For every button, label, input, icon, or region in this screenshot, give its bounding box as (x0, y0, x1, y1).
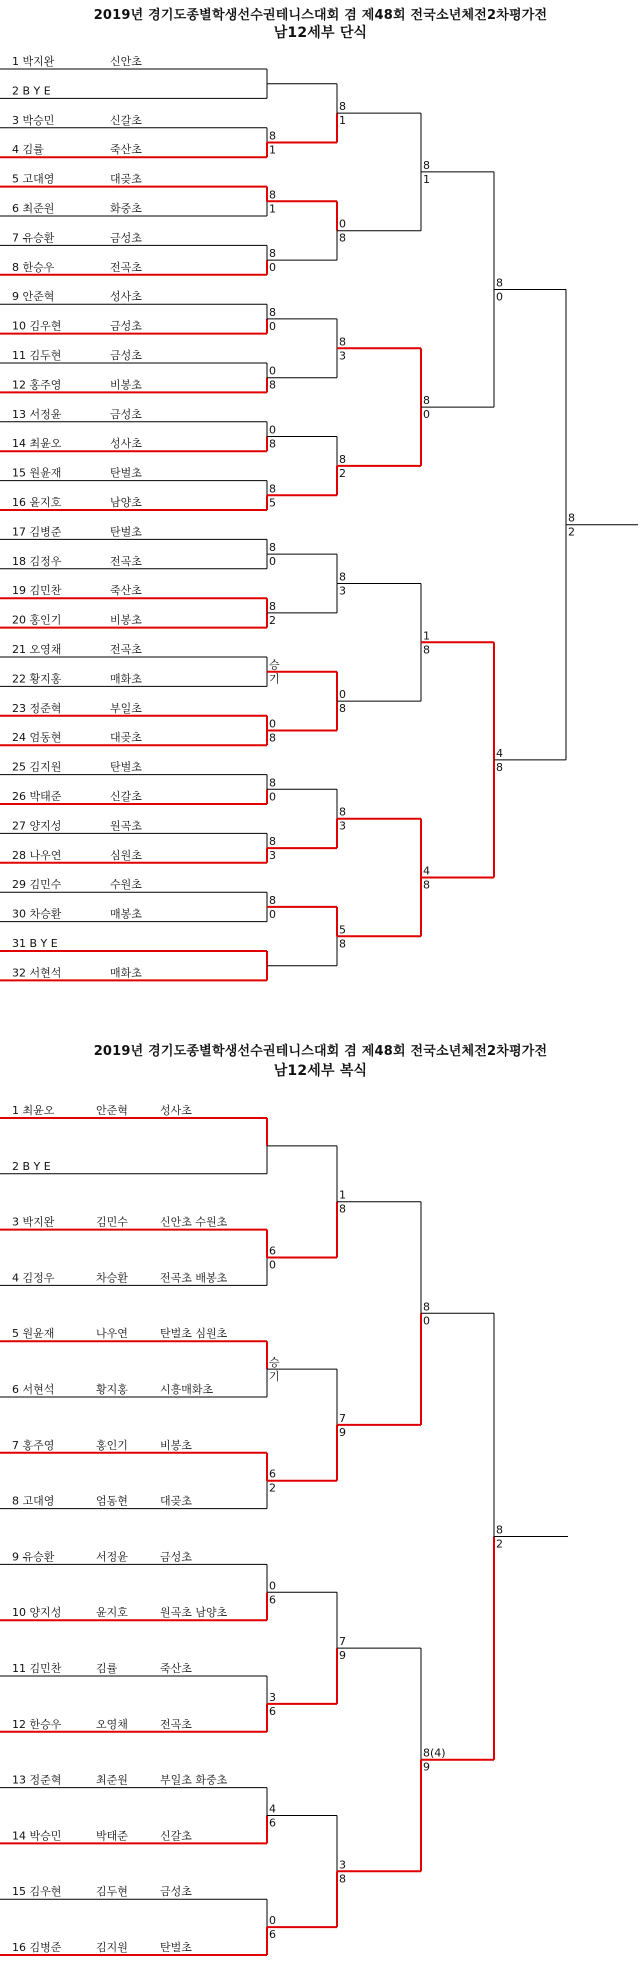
match-score: 8 (339, 805, 346, 819)
player-school: 부일초 (110, 701, 142, 715)
match-score: 3 (269, 849, 276, 863)
match-score: 8 (269, 129, 276, 143)
match-score: 9 (339, 1425, 346, 1439)
player-school: 전곡초 (110, 554, 142, 568)
team-school: 전곡초 (160, 1717, 192, 1731)
match-score: 2 (339, 466, 346, 480)
match-score: 0 (269, 1914, 276, 1928)
player-school: 성사초 (110, 437, 142, 451)
match-score: 3 (339, 349, 346, 363)
team-school: 부일초 화중초 (160, 1773, 228, 1787)
match-score: 1 (339, 1188, 346, 1202)
player-name: 26 박태준 (12, 790, 62, 803)
player-school: 비봉초 (110, 613, 142, 627)
team-school: 신안초 수원초 (160, 1215, 228, 1229)
team-school: 시흥매화초 (160, 1383, 214, 1396)
match-score: 0 (269, 555, 276, 569)
match-score: 8 (339, 452, 346, 466)
team-player-2: 엄동현 (96, 1494, 128, 1508)
player-name: 9 안준혁 (12, 290, 55, 304)
player-school: 신갈초 (110, 790, 142, 803)
match-score: 5 (339, 923, 346, 937)
player-school: 금성초 (110, 319, 142, 333)
player-name: 21 오영채 (12, 643, 62, 656)
match-score: 2 (269, 613, 276, 627)
team-player-1: 5 원윤재 (12, 1327, 55, 1341)
match-score: 6 (269, 1244, 276, 1258)
team-player-1: 16 김병준 (12, 1941, 62, 1954)
match-score: 3 (339, 584, 346, 598)
player-school: 전곡초 (110, 260, 142, 274)
match-score: 0 (269, 319, 276, 333)
player-name: 2 B Y E (12, 84, 51, 98)
match-score: 8 (339, 937, 346, 951)
player-school: 매봉초 (110, 907, 142, 921)
match-score: 0 (269, 790, 276, 804)
singles-title: 2019년 경기도종별학생선수권테니스대회 겸 제48회 전국소년체전2차평가전 (93, 8, 548, 23)
match-score: 8 (339, 100, 346, 114)
player-school: 금성초 (110, 349, 142, 362)
team-player-1: 8 고대영 (12, 1494, 55, 1508)
player-name: 20 홍인기 (12, 613, 62, 627)
match-score: 8 (269, 893, 276, 907)
team-player-2: 김지원 (96, 1941, 128, 1954)
match-score: 8 (339, 1872, 346, 1886)
player-school: 매화초 (110, 966, 142, 980)
team-player-2: 윤지호 (96, 1606, 128, 1620)
match-score: 7 (339, 1411, 346, 1425)
match-score: 8 (423, 643, 430, 657)
team-player-1: 3 박지완 (12, 1215, 55, 1229)
team-player-1: 10 양지성 (12, 1606, 62, 1620)
player-school: 금성초 (110, 231, 142, 245)
player-school: 대곶초 (110, 172, 142, 186)
player-school: 전곡초 (110, 643, 142, 656)
match-score: 6 (269, 1816, 276, 1830)
match-score: 8 (568, 511, 575, 525)
match-score: 8 (496, 1523, 503, 1537)
player-name: 16 윤지호 (12, 496, 62, 509)
team-player-2: 김두현 (96, 1885, 128, 1899)
team-school: 금성초 (160, 1550, 192, 1564)
player-name: 8 한승우 (12, 260, 55, 274)
match-score: 4 (496, 746, 503, 760)
team-school: 성사초 (160, 1104, 192, 1117)
match-score: 0 (269, 907, 276, 921)
match-score: 승 (269, 1356, 280, 1370)
player-school: 남양초 (110, 496, 142, 509)
match-score: 0 (496, 290, 503, 304)
match-score: 9 (423, 1760, 430, 1774)
match-score: 0 (269, 423, 276, 437)
team-player-1: 4 김정우 (12, 1271, 55, 1285)
player-school: 죽산초 (110, 584, 142, 598)
team-school: 신갈초 (160, 1829, 192, 1843)
match-score: 8 (269, 437, 276, 451)
team-player-2: 황지홍 (96, 1383, 128, 1396)
player-name: 17 김병준 (12, 525, 62, 539)
player-name: 4 김률 (12, 143, 44, 157)
match-score: 0 (269, 1579, 276, 1593)
team-school: 전곡초 배봉초 (160, 1271, 228, 1285)
team-player-2: 차승환 (96, 1271, 128, 1285)
match-score: 0 (269, 717, 276, 731)
team-player-1: 9 유승환 (12, 1550, 55, 1564)
team-player-1: 2 B Y E (12, 1159, 51, 1173)
player-name: 31 B Y E (12, 937, 58, 950)
player-school: 비봉초 (110, 378, 142, 392)
match-score: 0 (339, 217, 346, 231)
match-score: 1 (269, 143, 276, 157)
match-score: 8 (423, 878, 430, 892)
team-player-2: 김률 (96, 1662, 118, 1675)
match-score: 8 (423, 158, 430, 172)
team-player-1: 12 한승우 (12, 1717, 62, 1731)
player-name: 24 엄동현 (12, 731, 62, 745)
match-score: 0 (269, 261, 276, 275)
match-score: 4 (423, 864, 430, 878)
team-school: 탄벌초 (160, 1941, 192, 1954)
match-score: 8 (269, 247, 276, 261)
player-school: 탄벌초 (110, 525, 142, 539)
match-score: 2 (568, 525, 575, 539)
match-score: 8 (269, 482, 276, 496)
player-school: 신갈초 (110, 113, 142, 127)
match-score: 8 (269, 188, 276, 202)
team-player-1: 1 최윤오 (12, 1104, 55, 1117)
player-school: 탄벌초 (110, 760, 142, 774)
match-score: 0 (423, 1314, 430, 1328)
team-school: 죽산초 (160, 1662, 192, 1675)
player-name: 5 고대영 (12, 172, 55, 186)
player-name: 1 박지완 (12, 55, 55, 68)
match-score: 8 (269, 599, 276, 613)
match-score: 8 (496, 276, 503, 290)
team-player-1: 15 김우현 (12, 1885, 62, 1899)
player-school: 죽산초 (110, 143, 142, 157)
match-score: 8 (339, 1202, 346, 1216)
match-score: 2 (269, 1481, 276, 1495)
match-score: 4 (269, 1802, 276, 1816)
player-name: 30 차승환 (12, 907, 62, 921)
match-score: 8 (423, 394, 430, 408)
match-score: 0 (269, 1258, 276, 1272)
doubles-subtitle: 남12세부 복식 (273, 1063, 368, 1079)
player-school: 심원초 (110, 848, 142, 862)
match-score: 6 (269, 1928, 276, 1942)
match-score: 8 (269, 378, 276, 392)
team-player-1: 7 홍주영 (12, 1438, 55, 1452)
team-player-2: 안준혁 (96, 1104, 128, 1117)
match-score: 8 (339, 335, 346, 349)
player-name: 27 양지성 (12, 819, 62, 833)
match-score: 8 (339, 702, 346, 716)
team-player-2: 박태준 (96, 1829, 128, 1843)
match-score: 6 (269, 1467, 276, 1481)
player-school: 금성초 (110, 407, 142, 421)
match-score: 8 (269, 541, 276, 555)
player-name: 19 김민찬 (12, 584, 62, 598)
team-player-1: 13 정준혁 (12, 1773, 62, 1787)
match-score: 기 (269, 672, 280, 686)
player-name: 23 정준혁 (12, 701, 62, 715)
match-score: 8 (269, 731, 276, 745)
player-school: 탄벌초 (110, 466, 142, 480)
team-school: 비봉초 (160, 1438, 192, 1452)
match-score: 8 (496, 760, 503, 774)
player-name: 3 박승민 (12, 113, 55, 127)
player-name: 29 김민수 (12, 878, 62, 892)
player-name: 18 김정우 (12, 554, 62, 568)
team-player-2: 서정윤 (96, 1550, 128, 1564)
match-score: 기 (269, 1370, 280, 1384)
player-name: 15 원윤재 (12, 466, 62, 480)
match-score: 8 (269, 835, 276, 849)
player-name: 32 서현석 (12, 966, 62, 980)
team-school: 탄벌초 심원초 (160, 1327, 228, 1341)
player-name: 25 김지원 (12, 760, 62, 774)
player-name: 12 홍주영 (12, 378, 62, 392)
match-score: 1 (339, 114, 346, 128)
match-score: 8 (339, 231, 346, 245)
player-name: 11 김두현 (12, 349, 62, 362)
player-name: 13 서정윤 (12, 407, 62, 421)
match-score: 0 (339, 688, 346, 702)
doubles-title: 2019년 경기도종별학생선수권테니스대회 겸 제48회 전국소년체전2차평가전 (93, 1044, 548, 1059)
team-player-1: 14 박승민 (12, 1829, 62, 1843)
singles-subtitle: 남12세부 단식 (273, 25, 368, 41)
match-score: 0 (423, 408, 430, 422)
match-score: 8 (423, 1300, 430, 1314)
match-score: 8(4) (423, 1746, 446, 1760)
match-score: 1 (423, 172, 430, 186)
match-score: 8 (269, 776, 276, 790)
match-score: 3 (269, 1690, 276, 1704)
match-score: 3 (339, 819, 346, 833)
match-score: 6 (269, 1704, 276, 1718)
team-player-2: 김민수 (96, 1215, 128, 1229)
player-school: 대곶초 (110, 731, 142, 745)
match-score: 승 (269, 658, 280, 672)
player-name: 14 최윤오 (12, 437, 62, 451)
match-score: 9 (339, 1649, 346, 1663)
match-score: 0 (269, 364, 276, 378)
player-school: 수원초 (110, 878, 142, 892)
match-score: 5 (269, 496, 276, 510)
team-school: 원곡초 남양초 (160, 1606, 228, 1620)
player-name: 7 유승환 (12, 231, 55, 245)
team-player-2: 오영채 (96, 1717, 128, 1731)
team-player-2: 최준원 (96, 1773, 128, 1787)
player-name: 28 나우연 (12, 848, 62, 862)
player-school: 화중초 (110, 202, 142, 215)
match-score: 8 (269, 305, 276, 319)
player-school: 매화초 (110, 672, 142, 686)
match-score: 1 (423, 629, 430, 643)
player-name: 6 최준원 (12, 202, 55, 215)
team-player-1: 11 김민찬 (12, 1662, 62, 1675)
player-school: 원곡초 (110, 819, 142, 833)
team-player-2: 나우연 (96, 1327, 128, 1341)
match-score: 2 (496, 1537, 503, 1551)
player-school: 성사초 (110, 290, 142, 304)
match-score: 6 (269, 1593, 276, 1607)
match-score: 7 (339, 1635, 346, 1649)
player-name: 10 김우현 (12, 319, 62, 333)
match-score: 3 (339, 1858, 346, 1872)
team-school: 금성초 (160, 1885, 192, 1899)
team-school: 대곶초 (160, 1494, 192, 1508)
player-name: 22 황지홍 (12, 672, 62, 686)
match-score: 8 (339, 570, 346, 584)
team-player-2: 홍인기 (96, 1438, 128, 1452)
player-school: 신안초 (110, 55, 142, 68)
match-score: 1 (269, 202, 276, 216)
team-player-1: 6 서현석 (12, 1383, 55, 1396)
